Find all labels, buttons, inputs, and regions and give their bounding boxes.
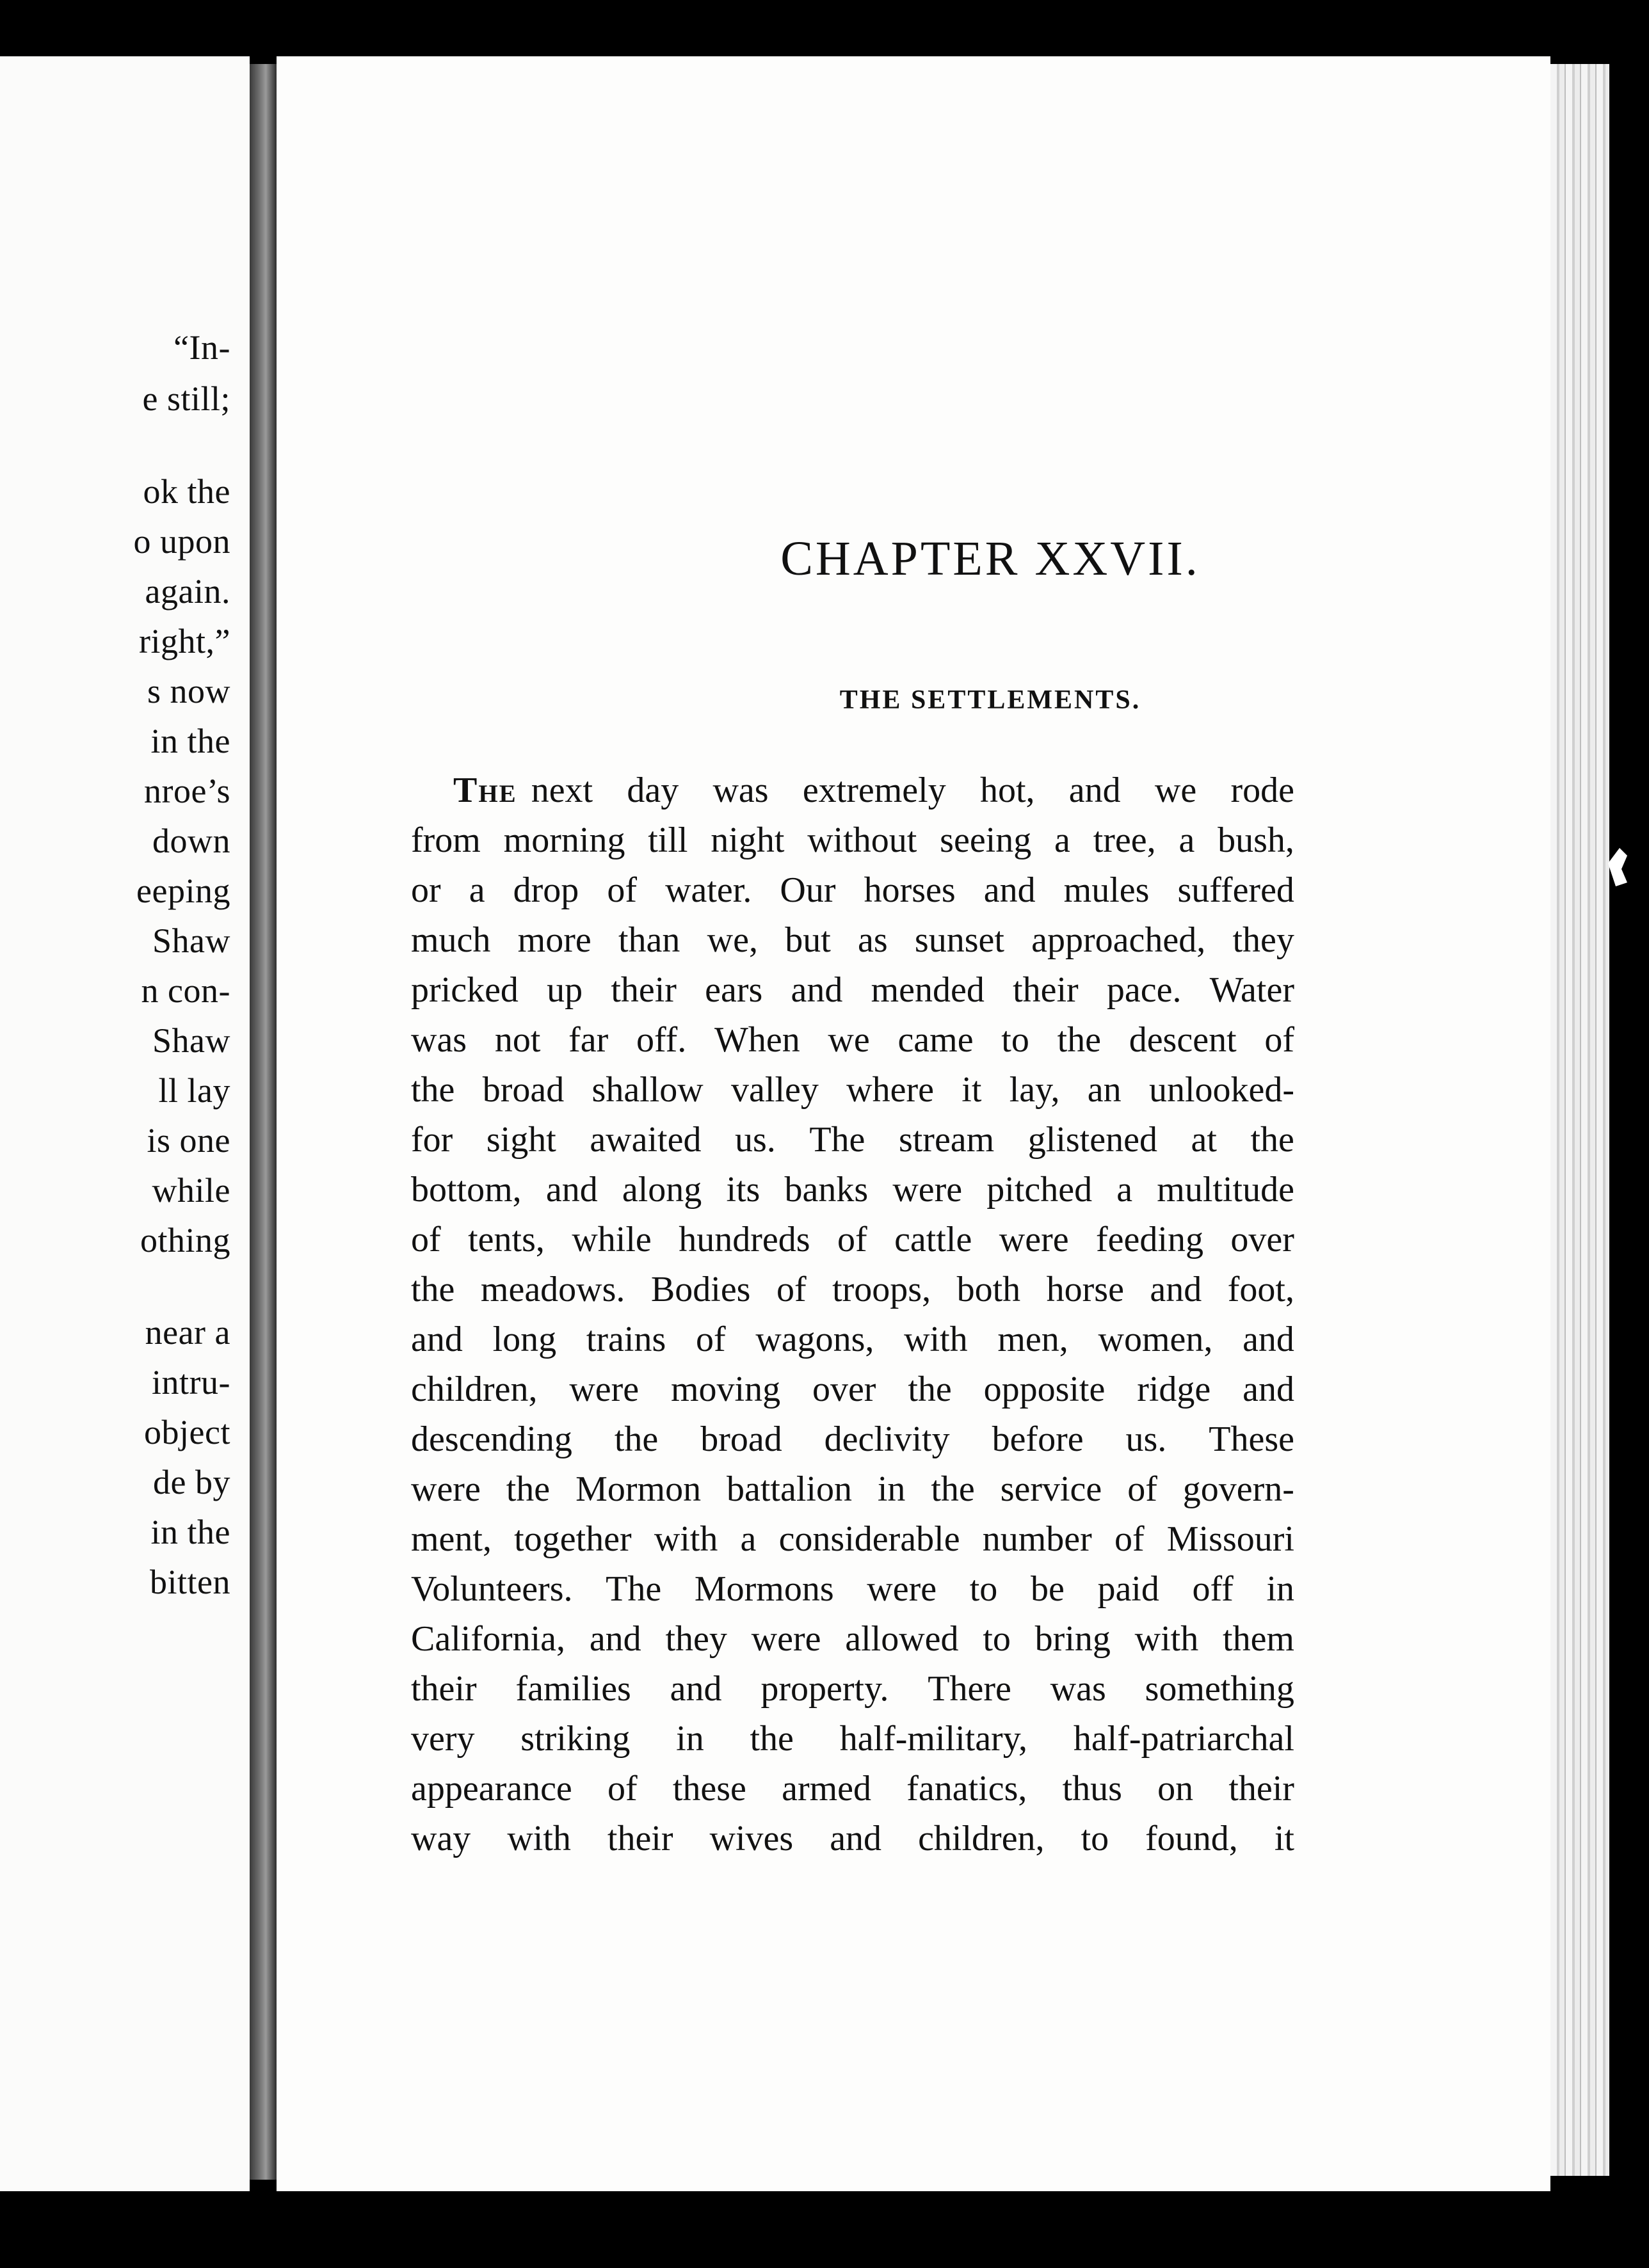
body-line-text: ment, together with a considerable number of Missouri: [411, 1519, 1294, 1559]
left-page-line: intru-: [152, 1363, 230, 1402]
body-text: [411, 765, 1294, 1864]
body-line: [411, 1814, 1294, 1864]
left-page-line: in the: [150, 722, 230, 760]
body-line: [411, 915, 1294, 965]
left-page-line: s now: [147, 672, 230, 710]
body-line-text: for sight awaited us. The stream glistened at the: [411, 1120, 1294, 1160]
body-line-text: way with their wives and children, to found, it: [411, 1819, 1294, 1858]
body-line: [411, 1414, 1294, 1464]
chapter-title: CHAPTER XXVII.: [780, 532, 1200, 586]
body-line-text: the meadows. Bodies of troops, both horse and foot,: [411, 1270, 1294, 1309]
body-line-text: appearance of these armed fanatics, thus on their: [411, 1769, 1294, 1809]
left-page-line: Shaw: [152, 922, 230, 960]
body-line-text: pricked up their ears and mended their pace. Water: [411, 970, 1294, 1010]
page-edges: [1550, 64, 1609, 2176]
body-line: [411, 1015, 1294, 1065]
body-line: [411, 1314, 1294, 1364]
left-page-line: while: [152, 1171, 230, 1210]
body-line-text: and long trains of wagons, with men, women, and: [411, 1320, 1294, 1359]
left-page-line: ll lay: [158, 1071, 230, 1110]
left-page-line: down: [152, 822, 230, 860]
left-page-line: e still;: [142, 379, 230, 418]
right-page: [277, 56, 1550, 2191]
body-line: [411, 1514, 1294, 1564]
body-line-text: from morning till night without seeing a tree, a bush,: [411, 820, 1294, 860]
opening-word: The: [453, 771, 517, 810]
left-page-line: n con-: [141, 971, 230, 1010]
body-line-text: very striking in the half-military, half-patriarchal: [411, 1719, 1294, 1759]
body-line-text: the broad shallow valley where it lay, an unlooked-: [411, 1070, 1294, 1110]
left-page-line: “In-: [173, 328, 230, 367]
left-page-line: object: [144, 1413, 230, 1451]
body-line: [411, 1265, 1294, 1314]
left-page-line: ok the: [143, 472, 230, 511]
body-line: [411, 1065, 1294, 1115]
body-line: [411, 865, 1294, 915]
body-line: [411, 965, 1294, 1015]
book-gutter: [250, 64, 277, 2180]
left-page-line: nroe’s: [144, 772, 230, 810]
left-page-line: de by: [153, 1463, 230, 1501]
body-line: [411, 1215, 1294, 1265]
body-line-text: was not far off. When we came to the descent of: [411, 1020, 1294, 1060]
body-line: [411, 815, 1294, 865]
body-line: [411, 1664, 1294, 1714]
body-line: [411, 1614, 1294, 1664]
left-page-line: bitten: [150, 1563, 230, 1601]
body-line-text: bottom, and along its banks were pitched a multitude: [411, 1170, 1294, 1210]
left-page-line: othing: [140, 1221, 230, 1259]
left-page: [0, 56, 250, 2191]
left-page-line: Shaw: [152, 1021, 230, 1060]
page-edge-tab: [1608, 848, 1627, 886]
body-line: [411, 1564, 1294, 1614]
body-line-text: next day was extremely hot, and we rode: [531, 771, 1294, 810]
body-line: [411, 1464, 1294, 1514]
body-line: [411, 765, 1294, 815]
left-page-line: eeping: [136, 872, 230, 910]
body-line-text: Volunteers. The Mormons were to be paid off in: [411, 1569, 1294, 1609]
body-line: [411, 1714, 1294, 1764]
body-line: [411, 1165, 1294, 1215]
body-line-text: children, were moving over the opposite ridge and: [411, 1370, 1294, 1409]
left-page-line: is one: [147, 1121, 230, 1160]
left-page-line: right,”: [139, 622, 230, 660]
left-page-line: again.: [145, 572, 230, 611]
body-line: [411, 1764, 1294, 1814]
body-line-text: California, and they were allowed to bring with them: [411, 1619, 1294, 1659]
body-line-text: of tents, while hundreds of cattle were feeding over: [411, 1220, 1294, 1259]
body-line-text: were the Mormon battalion in the service of govern-: [411, 1469, 1294, 1509]
chapter-subtitle: THE SETTLEMENTS.: [839, 685, 1141, 715]
left-page-line: near a: [145, 1313, 230, 1352]
body-line-text: much more than we, but as sunset approached, they: [411, 920, 1294, 960]
left-page-line: in the: [150, 1513, 230, 1551]
left-page-line: o upon: [133, 522, 230, 561]
body-line-text: their families and property. There was something: [411, 1669, 1294, 1709]
body-line-text: descending the broad declivity before us. These: [411, 1419, 1294, 1459]
body-line: [411, 1364, 1294, 1414]
body-line-text: or a drop of water. Our horses and mules suffered: [411, 870, 1294, 910]
body-line: [411, 1115, 1294, 1165]
